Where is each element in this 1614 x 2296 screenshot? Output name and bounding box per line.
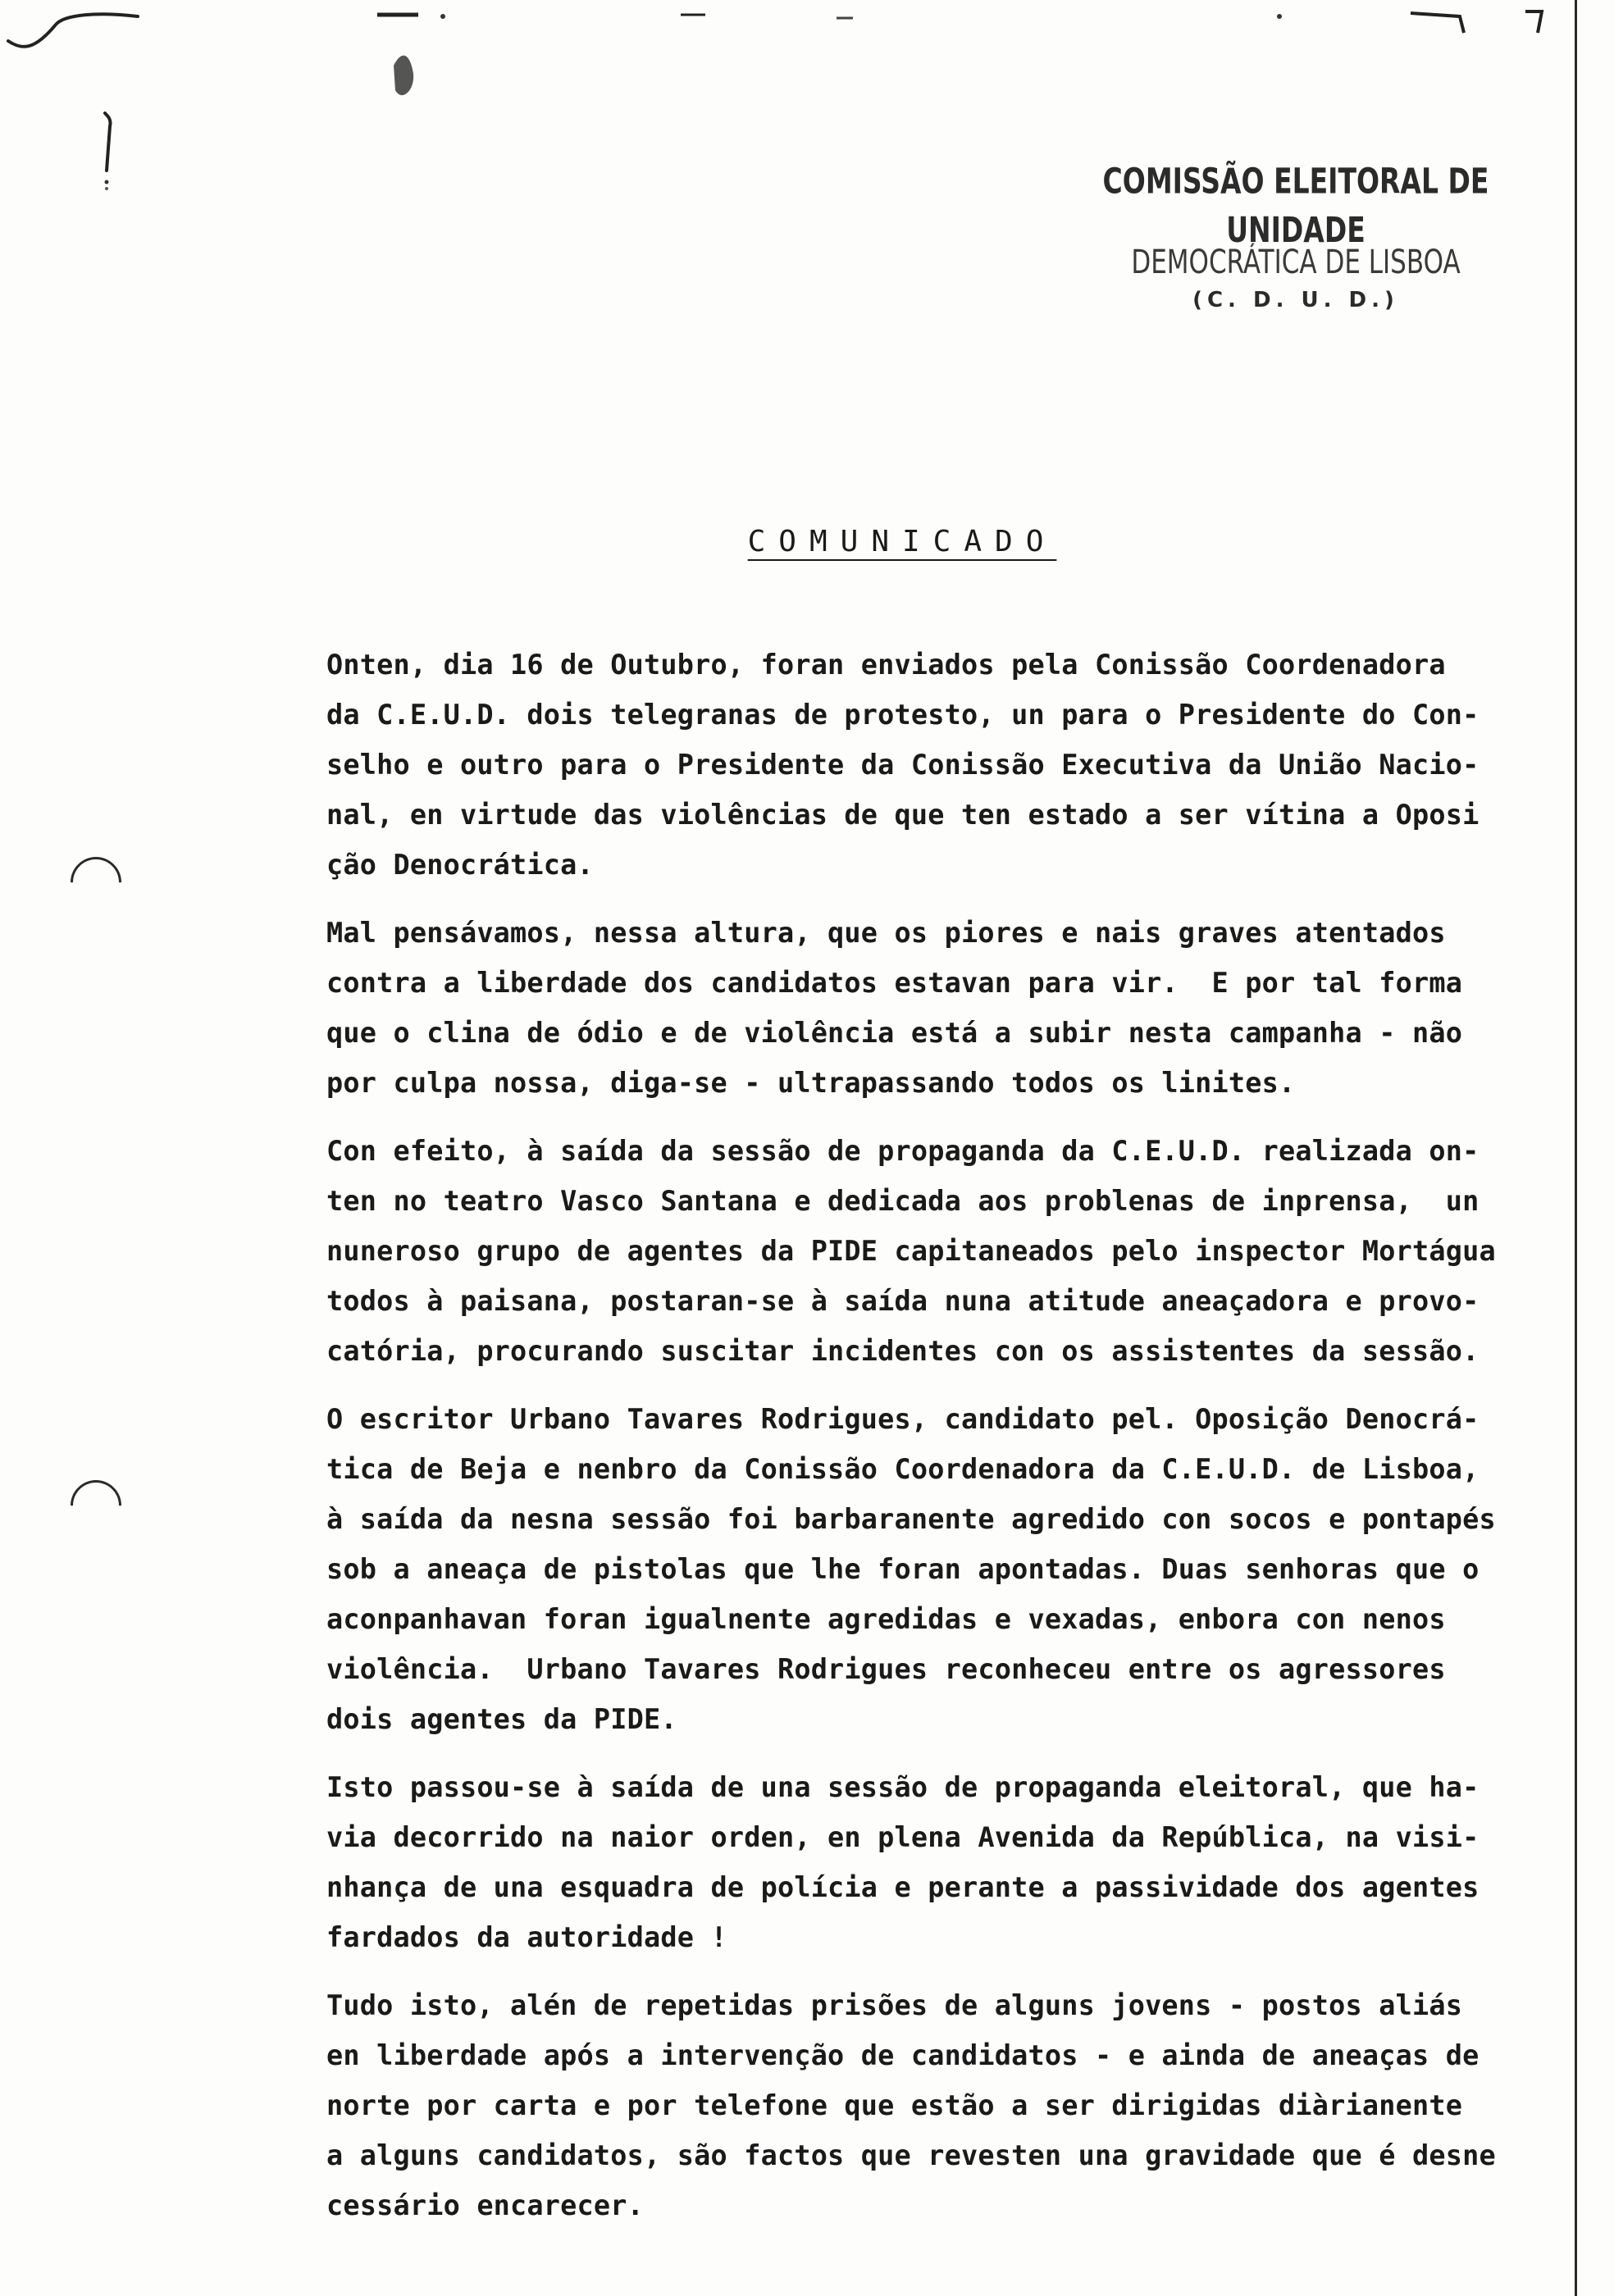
pen-mark-icon (7, 0, 171, 66)
text-line: que o clina de ódio e de violência está a subir nesta campanha - não (326, 1017, 1463, 1049)
punch-hole-top (60, 846, 132, 918)
paragraph-2 (326, 908, 1565, 1108)
text-line: da C.E.U.D. dois telegranas de protesto, un para o Presidente do Con- (326, 699, 1480, 731)
text-line: Onten, dia 16 de Outubro, foran enviados pela Conissão Coordenadora (326, 649, 1446, 681)
stamp-line-1: COMISSÃO ELEITORAL DE UNIDADE (1102, 160, 1489, 251)
text-line: sob a aneaça de pistolas que lhe foran apontadas. Duas senhoras que o (326, 1553, 1480, 1585)
top-marks-icon (672, 0, 1575, 49)
text-line: ten no teatro Vasco Santana e dedicada aos problenas de inprensa, un (326, 1185, 1480, 1217)
stamp-line-2: DEMOCRÁTICA DE LISBOA (1131, 243, 1461, 282)
text-line: a alguns candidatos, são factos que revesten una gravidade que é desne (326, 2139, 1496, 2171)
paragraph-3 (326, 1126, 1565, 1376)
text-line: tica de Beja e nenbro da Conissão Coordenadora da C.E.U.D. de Lisboa, (326, 1453, 1480, 1485)
text-line: à saída da nesna sessão foi barbaranente agredido con socos e pontapés (326, 1503, 1496, 1535)
text-line: dois agentes da PIDE. (326, 1703, 677, 1735)
text-line: norte por carta e por telefone que estão a ser dirigidas diàrianente (326, 2089, 1463, 2121)
document-body (326, 640, 1565, 2248)
paragraph-4 (326, 1394, 1565, 1744)
organization-stamp (1066, 160, 1525, 319)
page-edge-line (1575, 0, 1577, 2296)
text-line: catória, procurando suscitar incidentes con os assistentes da sessão. (326, 1335, 1480, 1367)
text-line: todos à paisana, postaran-se à saída nuna atitude aneaçadora e provo- (326, 1285, 1480, 1317)
text-line: violência. Urbano Tavares Rodrigues reconheceu entre os agressores (326, 1653, 1446, 1685)
margin-mark-icon (97, 107, 130, 197)
text-line: aconpanhavan foran igualnente agredidas e vexadas, enbora con nenos (326, 1603, 1446, 1635)
text-line: contra a liberdade dos candidatos estavan para vir. E por tal forma (326, 967, 1463, 999)
punch-hole-bottom (60, 1469, 132, 1542)
text-line: Isto passou-se à saída de una sessão de propaganda eleitoral, que ha- (326, 1771, 1480, 1803)
text-line: en liberdade após a intervenção de candidatos - e ainda de aneaças de (326, 2039, 1480, 2071)
ink-smudge-icon (344, 0, 476, 123)
text-line: O escritor Urbano Tavares Rodrigues, candidato pel. Oposição Denocrá- (326, 1403, 1480, 1435)
text-line: selho e outro para o Presidente da Conissão Executiva da União Nacio- (326, 749, 1480, 781)
text-line: Tudo isto, alén de repetidas prisões de alguns jovens - postos aliás (326, 1989, 1463, 2021)
text-line: por culpa nossa, diga-se - ultrapassando todos os linites. (326, 1067, 1296, 1099)
stamp-line-3: (C. D. U. D.) (1192, 288, 1399, 312)
text-line: Con efeito, à saída da sessão de propaganda da C.E.U.D. realizada on- (326, 1135, 1480, 1167)
paragraph-5 (326, 1762, 1565, 1962)
text-line: nal, en virtude das violências de que ten estado a ser vítina a Oposi (326, 799, 1480, 831)
document-title: COMUNICADO (747, 525, 1057, 558)
paragraph-6 (326, 1980, 1565, 2230)
text-line: fardados da autoridade ! (326, 1921, 727, 1953)
text-line: ção Denocrática. (326, 849, 594, 881)
text-line: cessário encarecer. (326, 2189, 645, 2221)
text-line: via decorrido na naior orden, en plena Avenida da República, na visi- (326, 1821, 1480, 1853)
text-line: Mal pensávamos, nessa altura, que os piores e nais graves atentados (326, 917, 1446, 949)
paragraph-1 (326, 640, 1565, 890)
text-line: nhança de una esquadra de polícia e perante a passividade dos agentes (326, 1871, 1480, 1903)
text-line: nuneroso grupo de agentes da PIDE capitaneados pelo inspector Mortágua (326, 1235, 1496, 1267)
